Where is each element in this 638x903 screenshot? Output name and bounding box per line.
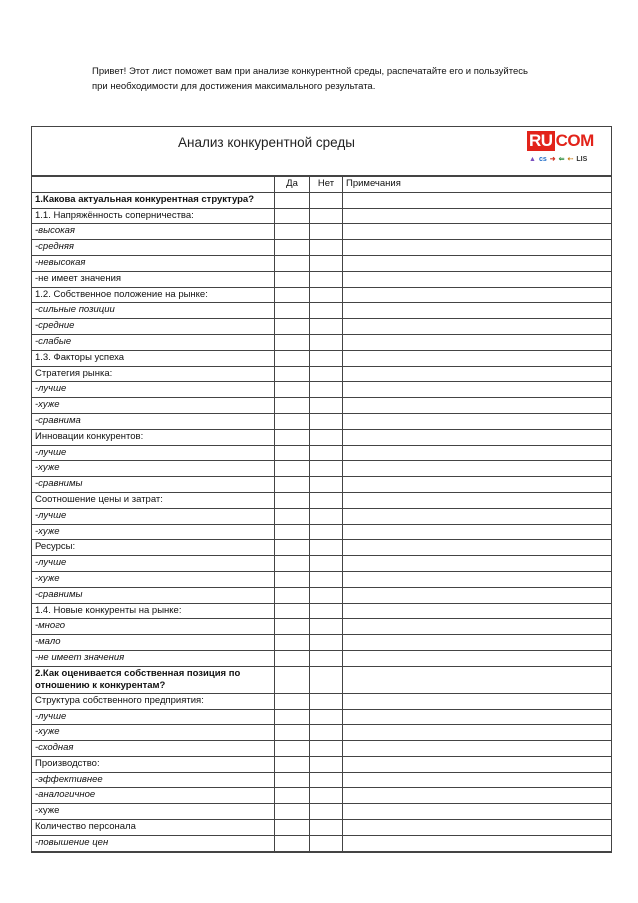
table-row [32,192,611,208]
sheet-title: Анализ конкурентной среды [178,135,355,150]
yes-cell[interactable] [275,772,310,788]
intro-text [92,64,612,94]
yes-cell[interactable] [275,461,310,477]
sheet-header [32,127,611,176]
table-row [32,756,611,772]
notes-cell[interactable] [343,603,612,619]
question-cell: Структура собственного предприятия: [32,693,275,709]
no-cell[interactable] [310,429,343,445]
no-cell[interactable] [310,492,343,508]
no-cell[interactable] [310,334,343,350]
no-cell[interactable] [310,208,343,224]
question-cell: -мало [32,635,275,651]
table-row [32,350,611,366]
notes-cell[interactable] [343,240,612,256]
yes-cell[interactable] [275,693,310,709]
yes-cell[interactable] [275,756,310,772]
notes-cell[interactable] [343,650,612,666]
no-cell[interactable] [310,540,343,556]
no-cell[interactable] [310,287,343,303]
question-cell: -хуже [32,524,275,540]
notes-cell[interactable] [343,788,612,804]
yes-cell[interactable] [275,240,310,256]
table-row [32,571,611,587]
question-cell: -не имеет значения [32,650,275,666]
question-cell: -сравнимы [32,477,275,493]
yes-cell[interactable] [275,445,310,461]
table-row [32,693,611,709]
yes-cell[interactable] [275,350,310,366]
yes-cell[interactable] [275,224,310,240]
no-cell[interactable] [310,820,343,836]
table-row [32,303,611,319]
question-cell: -средняя [32,240,275,256]
table-row [32,271,611,287]
logo-partner-marks [527,155,605,164]
notes-cell[interactable] [343,445,612,461]
question-cell: -лучше [32,508,275,524]
yes-cell[interactable] [275,804,310,820]
question-cell: Стратегия рынка: [32,366,275,382]
table-row [32,445,611,461]
no-cell[interactable] [310,587,343,603]
no-cell[interactable] [310,571,343,587]
question-cell: Ресурсы: [32,540,275,556]
question-cell: -хуже [32,571,275,587]
yes-cell[interactable] [275,413,310,429]
question-cell: Инновации конкурентов: [32,429,275,445]
table-row [32,635,611,651]
table-row [32,820,611,836]
no-cell[interactable] [310,382,343,398]
table-row [32,804,611,820]
notes-cell[interactable] [343,619,612,635]
notes-cell[interactable] [343,741,612,757]
table-row [32,709,611,725]
notes-cell[interactable] [343,587,612,603]
notes-cell[interactable] [343,772,612,788]
table-row [32,788,611,804]
yes-cell[interactable] [275,477,310,493]
table-row [32,319,611,335]
no-cell[interactable] [310,524,343,540]
question-cell: Производство: [32,756,275,772]
yes-cell[interactable] [275,619,310,635]
question-cell: -лучше [32,382,275,398]
notes-cell[interactable] [343,413,612,429]
no-cell[interactable] [310,508,343,524]
no-cell[interactable] [310,756,343,772]
yes-cell[interactable] [275,398,310,414]
table-row [32,508,611,524]
logo-ru: RU [529,131,553,150]
no-cell[interactable] [310,619,343,635]
table-row [32,461,611,477]
notes-cell[interactable] [343,820,612,836]
table-row [32,398,611,414]
table-row [32,429,611,445]
no-cell[interactable] [310,413,343,429]
table-row [32,587,611,603]
question-cell: 1.2. Собственное положение на рынке: [32,287,275,303]
question-cell: -невысокая [32,255,275,271]
question-cell: -хуже [32,461,275,477]
notes-cell[interactable] [343,709,612,725]
no-cell[interactable] [310,835,343,851]
no-cell[interactable] [310,556,343,572]
yes-cell[interactable] [275,635,310,651]
notes-cell[interactable] [343,382,612,398]
notes-cell[interactable] [343,224,612,240]
table-row [32,741,611,757]
notes-cell[interactable] [343,540,612,556]
yes-cell[interactable] [275,666,310,693]
notes-cell[interactable] [343,271,612,287]
no-cell[interactable] [310,445,343,461]
notes-cell[interactable] [343,319,612,335]
question-cell: -хуже [32,398,275,414]
yes-cell[interactable] [275,334,310,350]
no-cell[interactable] [310,804,343,820]
question-cell: 1.Какова актуальная конкурентная структура? [32,192,275,208]
partner-mark-3: ➜ [549,156,556,163]
yes-cell[interactable] [275,587,310,603]
analysis-sheet [31,126,612,853]
yes-cell[interactable] [275,603,310,619]
yes-cell[interactable] [275,366,310,382]
notes-cell[interactable] [343,508,612,524]
no-cell[interactable] [310,303,343,319]
yes-cell[interactable] [275,540,310,556]
yes-cell[interactable] [275,556,310,572]
yes-cell[interactable] [275,492,310,508]
question-cell: Количество персонала [32,820,275,836]
yes-cell[interactable] [275,208,310,224]
notes-cell[interactable] [343,835,612,851]
yes-cell[interactable] [275,788,310,804]
header-question-cell [32,177,275,193]
no-cell[interactable] [310,319,343,335]
yes-cell[interactable] [275,835,310,851]
table-row [32,382,611,398]
question-cell: -сильные позиции [32,303,275,319]
rucom-logo [527,131,605,169]
no-cell[interactable] [310,366,343,382]
question-cell: -средние [32,319,275,335]
column-header-row [32,177,611,193]
no-cell[interactable] [310,741,343,757]
partner-mark-2: cs [538,156,547,163]
question-cell: 1.1. Напряжённость соперничества: [32,208,275,224]
question-cell: -лучше [32,709,275,725]
table-row [32,650,611,666]
yes-cell[interactable] [275,303,310,319]
header-no: Нет [310,177,343,193]
notes-cell[interactable] [343,366,612,382]
question-cell: -слабые [32,334,275,350]
yes-cell[interactable] [275,725,310,741]
table-row [32,619,611,635]
analysis-table [32,176,611,852]
notes-cell[interactable] [343,556,612,572]
notes-cell[interactable] [343,303,612,319]
question-cell: -сходная [32,741,275,757]
no-cell[interactable] [310,709,343,725]
no-cell[interactable] [310,271,343,287]
logo-com: COM [555,131,594,150]
intro-line-2: при необходимости для достижения максимального результата. [92,81,376,92]
yes-cell[interactable] [275,571,310,587]
no-cell[interactable] [310,350,343,366]
question-cell: -повышение цен [32,835,275,851]
question-cell: -лучше [32,556,275,572]
yes-cell[interactable] [275,255,310,271]
yes-cell[interactable] [275,271,310,287]
no-cell[interactable] [310,788,343,804]
question-cell: 1.3. Факторы успеха [32,350,275,366]
table-row [32,835,611,851]
yes-cell[interactable] [275,524,310,540]
table-row [32,334,611,350]
yes-cell[interactable] [275,820,310,836]
no-cell[interactable] [310,240,343,256]
table-row [32,208,611,224]
notes-cell[interactable] [343,492,612,508]
partner-mark-1: ▲ [529,156,536,163]
table-row [32,413,611,429]
no-cell[interactable] [310,603,343,619]
table-row [32,603,611,619]
yes-cell[interactable] [275,319,310,335]
no-cell[interactable] [310,224,343,240]
notes-cell[interactable] [343,350,612,366]
header-yes: Да [275,177,310,193]
table-row [32,255,611,271]
no-cell[interactable] [310,772,343,788]
table-row [32,477,611,493]
notes-cell[interactable] [343,287,612,303]
partner-mark-6: LIS [576,156,588,163]
table-row [32,287,611,303]
no-cell[interactable] [310,635,343,651]
table-row [32,240,611,256]
notes-cell[interactable] [343,725,612,741]
header-notes: Примечания [343,177,612,193]
notes-cell[interactable] [343,192,612,208]
question-cell: -много [32,619,275,635]
yes-cell[interactable] [275,287,310,303]
logo-wordmark [527,131,605,151]
partner-mark-4: ⇐ [558,156,565,163]
no-cell[interactable] [310,398,343,414]
question-cell: -эффективнее [32,772,275,788]
no-cell[interactable] [310,461,343,477]
table-row [32,666,611,693]
table-row [32,556,611,572]
yes-cell[interactable] [275,192,310,208]
table-row [32,492,611,508]
notes-cell[interactable] [343,571,612,587]
yes-cell[interactable] [275,709,310,725]
no-cell[interactable] [310,725,343,741]
table-row [32,524,611,540]
question-cell: -сравнимы [32,587,275,603]
yes-cell[interactable] [275,650,310,666]
table-row [32,772,611,788]
no-cell[interactable] [310,255,343,271]
question-cell: -хуже [32,804,275,820]
notes-cell[interactable] [343,804,612,820]
notes-cell[interactable] [343,429,612,445]
no-cell[interactable] [310,477,343,493]
partner-mark-5: ⇠ [567,156,574,163]
question-cell: -сравнима [32,413,275,429]
notes-cell[interactable] [343,255,612,271]
table-row [32,366,611,382]
yes-cell[interactable] [275,382,310,398]
notes-cell[interactable] [343,461,612,477]
no-cell[interactable] [310,192,343,208]
notes-cell[interactable] [343,524,612,540]
intro-line-1: Привет! Этот лист поможет вам при анализе конкурентной среды, распечатайте его и пользуйтесь [92,66,528,77]
yes-cell[interactable] [275,508,310,524]
table-row [32,725,611,741]
notes-cell[interactable] [343,756,612,772]
question-cell: 2.Как оценивается собственная позиция по отношению к конкурентам? [32,666,275,693]
question-cell: -не имеет значения [32,271,275,287]
question-cell: -лучше [32,445,275,461]
notes-cell[interactable] [343,208,612,224]
question-cell: -аналогичное [32,788,275,804]
notes-cell[interactable] [343,334,612,350]
no-cell[interactable] [310,650,343,666]
notes-cell[interactable] [343,635,612,651]
notes-cell[interactable] [343,398,612,414]
table-row [32,540,611,556]
no-cell[interactable] [310,666,343,693]
question-cell: 1.4. Новые конкуренты на рынке: [32,603,275,619]
question-cell: -хуже [32,725,275,741]
notes-cell[interactable] [343,693,612,709]
question-cell: Соотношение цены и затрат: [32,492,275,508]
yes-cell[interactable] [275,741,310,757]
yes-cell[interactable] [275,429,310,445]
notes-cell[interactable] [343,666,612,693]
no-cell[interactable] [310,693,343,709]
notes-cell[interactable] [343,477,612,493]
question-cell: -высокая [32,224,275,240]
table-row [32,224,611,240]
